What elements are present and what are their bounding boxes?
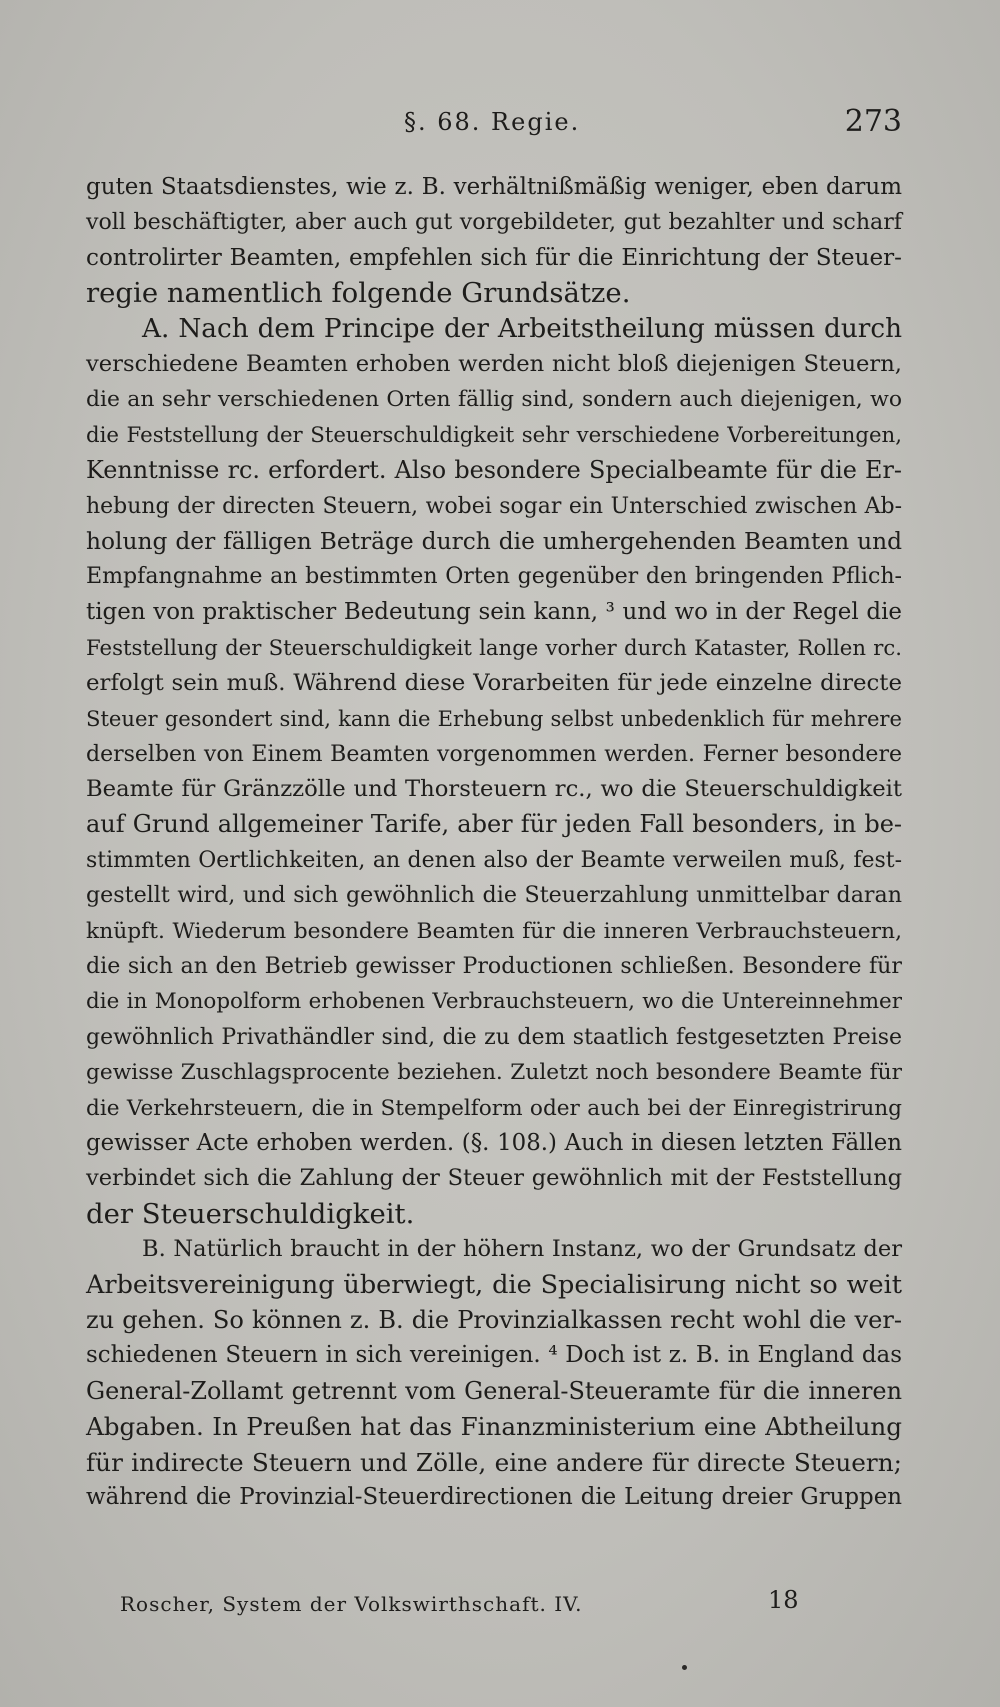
text-line: Feststellung der Steuerschuldigkeit lange vorher durch Kataster, Rollen rc. <box>86 635 902 661</box>
body-text <box>86 170 902 1515</box>
text-line: knüpft. Wiederum besondere Beamten für die inneren Verbrauchsteuern, <box>86 918 902 944</box>
text-line: Kenntnisse rc. erfordert. Also besondere Specialbeamte für die Er- <box>86 456 902 485</box>
text-line: verbindet sich die Zahlung der Steuer gewöhnlich mit der Feststellung <box>86 1165 902 1192</box>
text-line: Abgaben. In Preußen hat das Finanzministerium eine Abtheilung <box>86 1412 902 1442</box>
text-line: für indirecte Steuern und Zölle, eine andere für directe Steuern; <box>86 1447 902 1477</box>
text-line: hebung der directen Steuern, wobei sogar ein Unterschied zwischen Ab- <box>86 493 902 519</box>
sheet-number: 18 <box>768 1586 799 1614</box>
text-line: B. Natürlich braucht in der höhern Instanz, wo der Grundsatz der <box>142 1236 902 1263</box>
page-footer <box>86 1586 902 1622</box>
text-line: regie namentlich folgende Grundsätze. <box>86 277 631 310</box>
text-line: stimmten Oertlichkeiten, an denen also der Beamte verweilen muß, fest- <box>86 847 902 873</box>
text-line: die in Monopolform erhobenen Verbrauchsteuern, wo die Untereinnehmer <box>86 989 902 1015</box>
text-line: die Verkehrsteuern, die in Stempelform oder auch bei der Einregistrirung <box>86 1095 902 1121</box>
text-line: General-Zollamt getrennt vom General-Steueramte für die inneren <box>86 1376 902 1405</box>
text-line: während die Provinzial-Steuerdirectionen die Leitung dreier Gruppen <box>86 1484 902 1511</box>
text-line: gewisser Acte erhoben werden. (§. 108.) Auch in diesen letzten Fällen <box>86 1129 902 1156</box>
text-line: Arbeitsvereinigung überwiegt, die Specialisirung nicht so weit <box>86 1269 902 1300</box>
text-line: Steuer gesondert sind, kann die Erhebung selbst unbedenklich für mehrere <box>86 706 902 732</box>
text-line: der Steuerschuldigkeit. <box>86 1197 415 1230</box>
text-line: voll beschäftigter, aber auch gut vorgebildeter, gut bezahlter und scharf <box>86 209 902 236</box>
paragraph-2 <box>86 312 902 1233</box>
text-line: gewöhnlich Privathändler sind, die zu dem staatlich festgesetzten Preise <box>86 1024 902 1050</box>
text-line: tigen von praktischer Bedeutung sein kann, ³ und wo in der Regel die <box>86 598 902 625</box>
text-line: holung der fälligen Beträge durch die umhergehenden Beamten und <box>86 528 902 556</box>
text-line: die an sehr verschiedenen Orten fällig sind, sondern auch diejenigen, wo <box>86 387 902 413</box>
text-line: verschiedene Beamten erhoben werden nicht bloß diejenigen Steuern, <box>86 351 902 378</box>
text-line: Beamte für Gränzzölle und Thorsteuern rc., wo die Steuerschuldigkeit <box>86 775 902 802</box>
text-line: gestellt wird, und sich gewöhnlich die Steuerzahlung unmittelbar daran <box>86 882 902 909</box>
page-number: 273 <box>844 104 902 139</box>
text-line: die sich an den Betrieb gewisser Productionen schließen. Besondere für <box>86 952 902 979</box>
text-line: auf Grund allgemeiner Tarife, aber für jeden Fall besonders, in be- <box>86 810 902 839</box>
text-line: die Feststellung der Steuerschuldigkeit sehr verschiedene Vorbereitungen, <box>86 422 902 448</box>
running-title: §. 68. Regie. <box>404 108 581 136</box>
text-line: erfolgt sein muß. Während diese Vorarbeiten für jede einzelne directe <box>86 669 902 696</box>
ink-speck <box>682 1665 687 1670</box>
page-header <box>86 104 902 144</box>
text-line: zu gehen. So können z. B. die Provinzialkassen recht wohl die ver- <box>86 1306 902 1334</box>
text-line: Empfangnahme an bestimmten Orten gegenüber den bringenden Pflich- <box>86 564 902 590</box>
paragraph-3 <box>86 1232 902 1515</box>
paragraph-1 <box>86 170 902 312</box>
text-line: schiedenen Steuern in sich vereinigen. ⁴ Doch ist z. B. in England das <box>86 1342 902 1369</box>
printer-signature: Roscher, System der Volkswirthschaft. IV. <box>120 1592 583 1616</box>
text-line: A. Nach dem Principe der Arbeitstheilung müssen durch <box>142 313 902 344</box>
text-line: guten Staatsdienstes, wie z. B. verhältnißmäßig weniger, eben darum <box>86 174 902 200</box>
text-line: gewisse Zuschlagsprocente beziehen. Zuletzt noch besondere Beamte für <box>86 1060 902 1086</box>
text-line: controlirter Beamten, empfehlen sich für die Einrichtung der Steuer- <box>86 244 902 271</box>
text-line: derselben von Einem Beamten vorgenommen werden. Ferner besondere <box>86 741 902 767</box>
